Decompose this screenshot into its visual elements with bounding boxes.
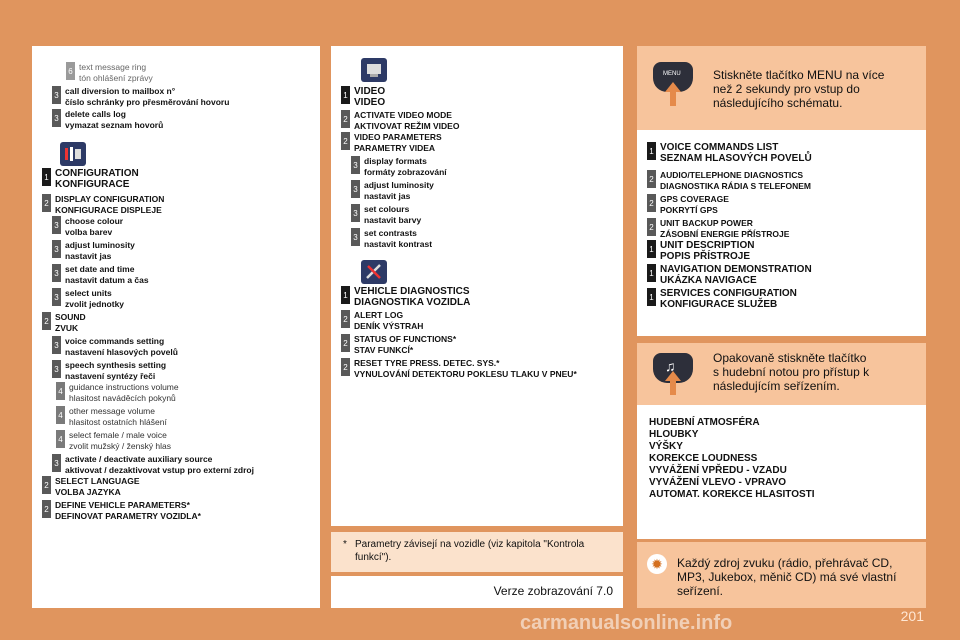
menu-row-label: voice commands setting	[65, 336, 165, 346]
menu-row	[647, 170, 811, 192]
level-badge: 6	[66, 62, 75, 80]
menu-row	[647, 288, 797, 310]
menu-row	[341, 132, 442, 154]
arrow-up-icon-2	[665, 371, 681, 381]
menu-row-label: POPIS PŘÍSTROJE	[660, 251, 751, 262]
menu-row-label: VIDEO	[354, 97, 386, 108]
level-badge: 3	[52, 454, 61, 472]
menu-row-label: VIDEO	[354, 86, 386, 97]
menu-row	[42, 312, 86, 334]
menu-row	[66, 62, 153, 84]
level-badge: 4	[56, 430, 65, 448]
level-badge: 2	[42, 194, 51, 212]
level-badge: 2	[341, 334, 350, 352]
footnote-box	[331, 532, 623, 572]
menu-row-label: VOLBA JAZYKA	[55, 487, 121, 497]
music-settings-panel	[637, 405, 926, 539]
tip-box	[637, 542, 926, 608]
menu-row-label: KONFIGURACE DISPLEJE	[55, 205, 162, 215]
menu-row-label: GPS COVERAGE	[660, 194, 729, 204]
level-badge: 1	[647, 142, 656, 160]
menu-row-label: CONFIGURATION	[55, 168, 139, 179]
menu-row	[52, 86, 229, 108]
level-badge: 2	[341, 110, 350, 128]
music-setting-item: VÝŠKY	[649, 441, 683, 452]
menu-row	[647, 218, 789, 240]
level-badge: 3	[52, 109, 61, 127]
level-badge: 3	[52, 360, 61, 378]
menu-row-label: DIAGNOSTIKA RÁDIA S TELEFONEM	[660, 181, 811, 191]
menu-text-1: Stiskněte tlačítko MENU na více	[713, 68, 885, 82]
menu-row-label: VYNULOVÁNÍ DETEKTORU POKLESU TLAKU V PNEU*	[354, 369, 577, 379]
music-text-2: s hudební notou pro přístup k	[713, 365, 870, 379]
menu-row-label: VIDEO PARAMETERS	[354, 132, 442, 142]
tip-text-2: MP3, Jukebox, měnič CD) má své vlastní	[677, 570, 897, 584]
menu-row-label: ZÁSOBNÍ ENERGIE PŘÍSTROJE	[660, 229, 790, 239]
menu-row-label: KONFIGURACE	[55, 179, 130, 190]
menu-row-label: display formats	[364, 156, 427, 166]
menu-row-label: POKRYTÍ GPS	[660, 205, 718, 215]
menu-row-label: SELECT LANGUAGE	[55, 476, 140, 486]
menu-row-label: nastavit kontrast	[364, 239, 433, 249]
page-number: 201	[900, 608, 924, 624]
level-badge: 3	[52, 336, 61, 354]
menu-row	[56, 382, 179, 404]
level-badge: 3	[52, 86, 61, 104]
level-badge: 2	[42, 476, 51, 494]
menu-row-label: nastavit barvy	[364, 215, 422, 225]
menu-row-label: nastavit jas	[364, 191, 411, 201]
menu-row-label: nastavení syntézy řeči	[65, 371, 156, 381]
menu-row	[52, 109, 163, 131]
music-setting-item: HLOUBKY	[649, 429, 699, 440]
menu-row	[52, 288, 124, 310]
menu-row-label: SEZNAM HLASOVÝCH POVELŮ	[660, 153, 812, 164]
menu-row	[341, 110, 459, 132]
menu-row-label: set contrasts	[364, 228, 417, 238]
menu-row-label: DENÍK VÝSTRAH	[354, 321, 424, 331]
footnote-line-1: Parametry závisejí na vozidle (viz kapitola "Kontrola	[355, 539, 585, 550]
menu-row-label: AUDIO/TELEPHONE DIAGNOSTICS	[660, 170, 804, 180]
menu-row	[351, 180, 434, 202]
music-text-1: Opakovaně stiskněte tlačítko	[713, 351, 867, 365]
tip-text-3: seřízení.	[677, 584, 724, 598]
menu-row-label: zvolit mužský / ženský hlas	[69, 441, 172, 451]
menu-row	[52, 454, 254, 476]
menu-row-label: call diversion to mailbox n°	[65, 86, 176, 96]
configuration-icon	[60, 142, 86, 166]
menu-row-label: set date and time	[65, 264, 135, 274]
video-icon	[361, 58, 387, 82]
menu-row	[56, 406, 167, 428]
menu-row-label: nastavit jas	[65, 251, 112, 261]
display-version: Verze zobrazování 7.0	[493, 584, 613, 598]
menu-row	[647, 194, 729, 216]
menu-row-label: text message ring	[79, 62, 147, 72]
menu-row-label: DIAGNOSTIKA VOZIDLA	[354, 297, 471, 308]
level-badge: 2	[42, 312, 51, 330]
tip-text-1: Každý zdroj zvuku (rádio, přehrávač CD,	[677, 556, 893, 570]
video-diagnostics-panel	[331, 46, 623, 526]
menu-row-label: STAV FUNKCÍ*	[354, 345, 414, 355]
menu-row-label: other message volume	[69, 406, 155, 416]
menu-row-label: adjust luminosity	[65, 240, 135, 250]
menu-row-label: číslo schránky pro přesměrování hovoru	[65, 97, 230, 107]
version-box	[331, 576, 623, 608]
level-badge: 1	[647, 288, 656, 306]
menu-row	[42, 476, 140, 498]
menu-row-label: speech synthesis setting	[65, 360, 167, 370]
menu-row-label: set colours	[364, 204, 410, 214]
menu-row-label: activate / deactivate auxiliary source	[65, 454, 213, 464]
menu-row-label: nastavení hlasových povelů	[65, 347, 178, 357]
music-setting-item: KOREKCE LOUDNESS	[649, 453, 758, 464]
menu-row	[52, 360, 166, 382]
menu-row-label: guidance instructions volume	[69, 382, 179, 392]
menu-row-label: select female / male voice	[69, 430, 167, 440]
music-text-3: následujícím seřízením.	[713, 379, 840, 393]
menu-row	[341, 286, 470, 308]
menu-row-label: UKÁZKA NAVIGACE	[660, 275, 757, 286]
menu-row-label: VOICE COMMANDS LIST	[660, 142, 779, 153]
menu-row	[351, 228, 432, 250]
menu-row	[341, 358, 577, 380]
menu-row-label: vymazat seznam hovorů	[65, 120, 164, 130]
menu-row-label: RESET TYRE PRESS. DETEC. SYS.*	[354, 358, 500, 368]
menu-row-label: SOUND	[55, 312, 86, 322]
menu-row-label: DISPLAY CONFIGURATION	[55, 194, 165, 204]
menu-row-label: SERVICES CONFIGURATION	[660, 288, 797, 299]
menu-row	[42, 500, 201, 522]
menu-row	[42, 168, 139, 190]
menu-row	[351, 204, 421, 226]
level-badge: 3	[351, 180, 360, 198]
menu-row-label: ALERT LOG	[354, 310, 404, 320]
configuration-panel	[32, 46, 320, 608]
level-badge: 3	[52, 240, 61, 258]
music-setting-item: AUTOMAT. KOREKCE HLASITOSTI	[649, 489, 815, 500]
menu-row-label: hlasitost ostatních hlášení	[69, 417, 167, 427]
level-badge: 1	[42, 168, 51, 186]
menu-row-label: choose colour	[65, 216, 124, 226]
level-badge: 2	[647, 170, 656, 188]
level-badge: 3	[351, 204, 360, 222]
menu-text-2: než 2 sekundy pro vstup do	[713, 82, 860, 96]
music-setting-item: VYVÁŽENÍ VLEVO - VPRAVO	[649, 477, 787, 488]
level-badge: 3	[351, 228, 360, 246]
menu-row-label: aktivovat / dezaktivovat vstup pro externí zdroj	[65, 465, 254, 475]
menu-row	[56, 430, 171, 452]
level-badge: 3	[52, 264, 61, 282]
menu-row	[647, 142, 812, 164]
level-badge: 2	[42, 500, 51, 518]
menu-row-label: NAVIGATION DEMONSTRATION	[660, 264, 812, 275]
level-badge: 3	[52, 216, 61, 234]
menu-row	[647, 264, 812, 286]
footnote-star: *	[343, 539, 347, 550]
menu-row-label: volba barev	[65, 227, 113, 237]
menu-row-label: UNIT DESCRIPTION	[660, 240, 755, 251]
level-badge: 4	[56, 406, 65, 424]
menu-instruction-box	[637, 46, 926, 130]
level-badge: 3	[52, 288, 61, 306]
menu-row-label: KONFIGURACE SLUŽEB	[660, 299, 778, 310]
menu-key-label: MENU	[663, 71, 681, 77]
menu-row-label: hlasitost naváděcích pokynů	[69, 393, 176, 403]
tip-sun-icon: ✹	[647, 554, 667, 574]
menu-row	[341, 86, 385, 108]
menu-row	[52, 216, 123, 238]
menu-row-label: zvolit jednotky	[65, 299, 125, 309]
music-settings-list	[649, 417, 815, 501]
watermark: carmanualsonline.info	[520, 612, 733, 634]
level-badge: 2	[647, 218, 656, 236]
music-instruction-box	[637, 343, 926, 405]
menu-row-label: tón ohlášení zprávy	[79, 73, 153, 83]
level-badge: 1	[647, 240, 656, 258]
menu-row-label: VEHICLE DIAGNOSTICS	[354, 286, 470, 297]
menu-row	[52, 264, 149, 286]
footnote-line-2: funkcí").	[355, 552, 392, 563]
music-setting-item: HUDEBNÍ ATMOSFÉRA	[649, 417, 760, 428]
music-note-icon: ♫	[665, 358, 676, 374]
menu-row	[52, 240, 135, 262]
menu-row-label: STATUS OF FUNCTIONS*	[354, 334, 457, 344]
menu-row	[647, 240, 754, 262]
menu-row	[42, 194, 164, 216]
menu-row-label: UNIT BACKUP POWER	[660, 218, 753, 228]
level-badge: 2	[341, 358, 350, 376]
menu-row-label: PARAMETRY VIDEA	[354, 143, 436, 153]
level-badge: 1	[341, 286, 350, 304]
menu-row-label: ACTIVATE VIDEO MODE	[354, 110, 452, 120]
level-badge: 1	[341, 86, 350, 104]
level-badge: 2	[341, 132, 350, 150]
menu-row-label: formáty zobrazování	[364, 167, 447, 177]
menu-row	[341, 334, 456, 356]
arrow-up-icon	[665, 82, 681, 92]
menu-row-label: AKTIVOVAT REŽIM VIDEO	[354, 121, 460, 131]
menu-row-label: DEFINE VEHICLE PARAMETERS*	[55, 500, 190, 510]
level-badge: 3	[351, 156, 360, 174]
menu-row-label: DEFINOVAT PARAMETRY VOZIDLA*	[55, 511, 201, 521]
menu-row-label: delete calls log	[65, 109, 126, 119]
menu-row-label: nastavit datum a čas	[65, 275, 149, 285]
menu-text-3: následujícího schématu.	[713, 96, 843, 110]
menu-row	[52, 336, 178, 358]
menu-row-label: select units	[65, 288, 112, 298]
voice-commands-panel	[637, 130, 926, 336]
menu-row-label: ZVUK	[55, 323, 79, 333]
diagnostics-icon	[361, 260, 387, 284]
level-badge: 2	[647, 194, 656, 212]
music-setting-item: VYVÁŽENÍ VPŘEDU - VZADU	[649, 465, 787, 476]
menu-row	[341, 310, 423, 332]
level-badge: 2	[341, 310, 350, 328]
menu-row-label: adjust luminosity	[364, 180, 434, 190]
level-badge: 4	[56, 382, 65, 400]
menu-row	[351, 156, 447, 178]
level-badge: 1	[647, 264, 656, 282]
